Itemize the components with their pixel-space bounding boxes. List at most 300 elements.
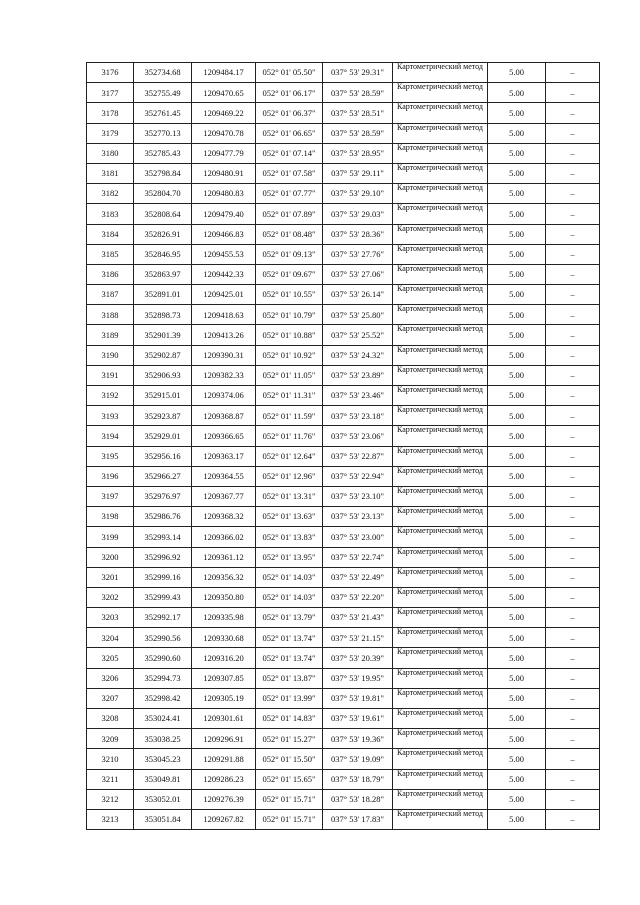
latitude-cell: 052° 01' 13.74": [256, 648, 323, 668]
method-cell: Картометрический метод: [393, 264, 488, 284]
accuracy-cell: 5.00: [488, 123, 546, 143]
y-coordinate-cell: 1209425.01: [192, 285, 256, 305]
point-number-cell: 3211: [87, 769, 134, 789]
y-coordinate-cell: 1209470.78: [192, 123, 256, 143]
longitude-cell: 037° 53' 22.74": [323, 547, 393, 567]
y-coordinate-cell: 1209366.02: [192, 527, 256, 547]
y-coordinate-cell: 1209356.32: [192, 567, 256, 587]
y-coordinate-cell: 1209455.53: [192, 244, 256, 264]
point-number-cell: 3209: [87, 729, 134, 749]
method-cell: Картометрический метод: [393, 527, 488, 547]
accuracy-cell: 5.00: [488, 345, 546, 365]
method-cell: Картометрический метод: [393, 446, 488, 466]
x-coordinate-cell: 352915.01: [134, 386, 192, 406]
table-row: [87, 527, 600, 547]
y-coordinate-cell: 1209470.65: [192, 83, 256, 103]
x-coordinate-cell: 352804.70: [134, 184, 192, 204]
accuracy-cell: 5.00: [488, 325, 546, 345]
longitude-cell: 037° 53' 19.09": [323, 749, 393, 769]
point-number-cell: 3188: [87, 305, 134, 325]
method-cell: Картометрический метод: [393, 224, 488, 244]
table-row: [87, 648, 600, 668]
table-row: [87, 345, 600, 365]
point-number-cell: 3201: [87, 567, 134, 587]
point-number-cell: 3194: [87, 426, 134, 446]
note-cell: –: [546, 63, 600, 83]
x-coordinate-cell: 352863.97: [134, 264, 192, 284]
table-row: [87, 688, 600, 708]
latitude-cell: 052° 01' 13.87": [256, 668, 323, 688]
latitude-cell: 052° 01' 10.88": [256, 325, 323, 345]
x-coordinate-cell: 352999.43: [134, 587, 192, 607]
method-cell: Картометрический метод: [393, 547, 488, 567]
table-row: [87, 446, 600, 466]
point-number-cell: 3202: [87, 587, 134, 607]
latitude-cell: 052° 01' 06.17": [256, 83, 323, 103]
longitude-cell: 037° 53' 21.15": [323, 628, 393, 648]
method-cell: Картометрический метод: [393, 204, 488, 224]
table-row: [87, 426, 600, 446]
y-coordinate-cell: 1209366.65: [192, 426, 256, 446]
point-number-cell: 3180: [87, 143, 134, 163]
accuracy-cell: 5.00: [488, 83, 546, 103]
latitude-cell: 052° 01' 07.14": [256, 143, 323, 163]
accuracy-cell: 5.00: [488, 809, 546, 829]
longitude-cell: 037° 53' 23.18": [323, 406, 393, 426]
method-cell: Картометрический метод: [393, 466, 488, 486]
longitude-cell: 037° 53' 22.49": [323, 567, 393, 587]
x-coordinate-cell: 353051.84: [134, 809, 192, 829]
longitude-cell: 037° 53' 26.14": [323, 285, 393, 305]
latitude-cell: 052° 01' 06.65": [256, 123, 323, 143]
accuracy-cell: 5.00: [488, 729, 546, 749]
x-coordinate-cell: 352898.73: [134, 305, 192, 325]
accuracy-cell: 5.00: [488, 224, 546, 244]
point-number-cell: 3190: [87, 345, 134, 365]
method-cell: Картометрический метод: [393, 587, 488, 607]
method-cell: Картометрический метод: [393, 163, 488, 183]
point-number-cell: 3184: [87, 224, 134, 244]
note-cell: –: [546, 608, 600, 628]
latitude-cell: 052° 01' 10.92": [256, 345, 323, 365]
y-coordinate-cell: 1209367.77: [192, 486, 256, 506]
note-cell: –: [546, 749, 600, 769]
table-row: [87, 628, 600, 648]
accuracy-cell: 5.00: [488, 587, 546, 607]
longitude-cell: 037° 53' 27.06": [323, 264, 393, 284]
table-row: [87, 769, 600, 789]
note-cell: –: [546, 547, 600, 567]
method-cell: Картометрический метод: [393, 386, 488, 406]
y-coordinate-cell: 1209466.83: [192, 224, 256, 244]
x-coordinate-cell: 353045.23: [134, 749, 192, 769]
x-coordinate-cell: 352956.16: [134, 446, 192, 466]
table-row: [87, 325, 600, 345]
method-cell: Картометрический метод: [393, 628, 488, 648]
x-coordinate-cell: 352992.17: [134, 608, 192, 628]
table-row: [87, 365, 600, 385]
table-row: [87, 608, 600, 628]
method-cell: Картометрический метод: [393, 244, 488, 264]
latitude-cell: 052° 01' 12.96": [256, 466, 323, 486]
latitude-cell: 052° 01' 06.37": [256, 103, 323, 123]
longitude-cell: 037° 53' 23.89": [323, 365, 393, 385]
accuracy-cell: 5.00: [488, 567, 546, 587]
accuracy-cell: 5.00: [488, 103, 546, 123]
y-coordinate-cell: 1209364.55: [192, 466, 256, 486]
note-cell: –: [546, 567, 600, 587]
note-cell: –: [546, 486, 600, 506]
table-row: [87, 567, 600, 587]
table-row: [87, 305, 600, 325]
note-cell: –: [546, 305, 600, 325]
method-cell: Картометрический метод: [393, 688, 488, 708]
longitude-cell: 037° 53' 23.13": [323, 507, 393, 527]
accuracy-cell: 5.00: [488, 244, 546, 264]
method-cell: Картометрический метод: [393, 285, 488, 305]
y-coordinate-cell: 1209267.82: [192, 809, 256, 829]
table-row: [87, 224, 600, 244]
y-coordinate-cell: 1209480.91: [192, 163, 256, 183]
x-coordinate-cell: 352826.91: [134, 224, 192, 244]
accuracy-cell: 5.00: [488, 749, 546, 769]
longitude-cell: 037° 53' 23.00": [323, 527, 393, 547]
table-row: [87, 507, 600, 527]
x-coordinate-cell: 353038.25: [134, 729, 192, 749]
y-coordinate-cell: 1209469.22: [192, 103, 256, 123]
accuracy-cell: 5.00: [488, 386, 546, 406]
point-number-cell: 3185: [87, 244, 134, 264]
longitude-cell: 037° 53' 25.80": [323, 305, 393, 325]
y-coordinate-cell: 1209484.17: [192, 63, 256, 83]
latitude-cell: 052° 01' 07.58": [256, 163, 323, 183]
method-cell: Картометрический метод: [393, 709, 488, 729]
latitude-cell: 052° 01' 05.50": [256, 63, 323, 83]
note-cell: –: [546, 224, 600, 244]
y-coordinate-cell: 1209368.87: [192, 406, 256, 426]
method-cell: Картометрический метод: [393, 729, 488, 749]
point-number-cell: 3183: [87, 204, 134, 224]
y-coordinate-cell: 1209390.31: [192, 345, 256, 365]
method-cell: Картометрический метод: [393, 486, 488, 506]
latitude-cell: 052° 01' 11.31": [256, 386, 323, 406]
note-cell: –: [546, 648, 600, 668]
point-number-cell: 3191: [87, 365, 134, 385]
latitude-cell: 052° 01' 13.95": [256, 547, 323, 567]
note-cell: –: [546, 809, 600, 829]
y-coordinate-cell: 1209305.19: [192, 688, 256, 708]
table-row: [87, 406, 600, 426]
longitude-cell: 037° 53' 18.79": [323, 769, 393, 789]
table-row: [87, 587, 600, 607]
longitude-cell: 037° 53' 19.81": [323, 688, 393, 708]
longitude-cell: 037° 53' 22.87": [323, 446, 393, 466]
note-cell: –: [546, 628, 600, 648]
y-coordinate-cell: 1209477.79: [192, 143, 256, 163]
accuracy-cell: 5.00: [488, 426, 546, 446]
point-number-cell: 3210: [87, 749, 134, 769]
accuracy-cell: 5.00: [488, 143, 546, 163]
method-cell: Картометрический метод: [393, 305, 488, 325]
accuracy-cell: 5.00: [488, 486, 546, 506]
longitude-cell: 037° 53' 18.28": [323, 789, 393, 809]
table-row: [87, 809, 600, 829]
x-coordinate-cell: 352785.43: [134, 143, 192, 163]
method-cell: Картометрический метод: [393, 83, 488, 103]
y-coordinate-cell: 1209479.40: [192, 204, 256, 224]
accuracy-cell: 5.00: [488, 264, 546, 284]
note-cell: –: [546, 204, 600, 224]
y-coordinate-cell: 1209480.83: [192, 184, 256, 204]
accuracy-cell: 5.00: [488, 628, 546, 648]
latitude-cell: 052° 01' 14.83": [256, 709, 323, 729]
x-coordinate-cell: 353052.01: [134, 789, 192, 809]
table-row: [87, 264, 600, 284]
method-cell: Картометрический метод: [393, 345, 488, 365]
note-cell: –: [546, 264, 600, 284]
table-row: [87, 789, 600, 809]
method-cell: Картометрический метод: [393, 769, 488, 789]
y-coordinate-cell: 1209382.33: [192, 365, 256, 385]
note-cell: –: [546, 244, 600, 264]
longitude-cell: 037° 53' 24.32": [323, 345, 393, 365]
longitude-cell: 037° 53' 17.83": [323, 809, 393, 829]
x-coordinate-cell: 352901.39: [134, 325, 192, 345]
table-row: [87, 749, 600, 769]
x-coordinate-cell: 352846.95: [134, 244, 192, 264]
point-number-cell: 3203: [87, 608, 134, 628]
y-coordinate-cell: 1209374.06: [192, 386, 256, 406]
accuracy-cell: 5.00: [488, 769, 546, 789]
x-coordinate-cell: 352734.68: [134, 63, 192, 83]
latitude-cell: 052° 01' 10.55": [256, 285, 323, 305]
latitude-cell: 052° 01' 10.79": [256, 305, 323, 325]
accuracy-cell: 5.00: [488, 688, 546, 708]
y-coordinate-cell: 1209368.32: [192, 507, 256, 527]
method-cell: Картометрический метод: [393, 325, 488, 345]
table-row: [87, 386, 600, 406]
table-row: [87, 184, 600, 204]
y-coordinate-cell: 1209418.63: [192, 305, 256, 325]
x-coordinate-cell: 352902.87: [134, 345, 192, 365]
longitude-cell: 037° 53' 29.03": [323, 204, 393, 224]
y-coordinate-cell: 1209330.68: [192, 628, 256, 648]
x-coordinate-cell: 352986.76: [134, 507, 192, 527]
point-number-cell: 3199: [87, 527, 134, 547]
x-coordinate-cell: 352976.97: [134, 486, 192, 506]
accuracy-cell: 5.00: [488, 527, 546, 547]
table-row: [87, 668, 600, 688]
latitude-cell: 052° 01' 13.83": [256, 527, 323, 547]
y-coordinate-cell: 1209350.80: [192, 587, 256, 607]
y-coordinate-cell: 1209301.61: [192, 709, 256, 729]
accuracy-cell: 5.00: [488, 406, 546, 426]
point-number-cell: 3181: [87, 163, 134, 183]
table-row: [87, 244, 600, 264]
method-cell: Картометрический метод: [393, 406, 488, 426]
x-coordinate-cell: 352808.64: [134, 204, 192, 224]
note-cell: –: [546, 386, 600, 406]
accuracy-cell: 5.00: [488, 648, 546, 668]
x-coordinate-cell: 352923.87: [134, 406, 192, 426]
longitude-cell: 037° 53' 28.59": [323, 83, 393, 103]
note-cell: –: [546, 426, 600, 446]
latitude-cell: 052° 01' 11.05": [256, 365, 323, 385]
method-cell: Картометрический метод: [393, 608, 488, 628]
point-number-cell: 3198: [87, 507, 134, 527]
y-coordinate-cell: 1209307.85: [192, 668, 256, 688]
x-coordinate-cell: 352990.60: [134, 648, 192, 668]
point-number-cell: 3195: [87, 446, 134, 466]
point-number-cell: 3204: [87, 628, 134, 648]
latitude-cell: 052° 01' 13.74": [256, 628, 323, 648]
point-number-cell: 3212: [87, 789, 134, 809]
x-coordinate-cell: 353049.81: [134, 769, 192, 789]
x-coordinate-cell: 352996.92: [134, 547, 192, 567]
y-coordinate-cell: 1209286.23: [192, 769, 256, 789]
point-number-cell: 3207: [87, 688, 134, 708]
latitude-cell: 052° 01' 15.50": [256, 749, 323, 769]
method-cell: Картометрический метод: [393, 426, 488, 446]
longitude-cell: 037° 53' 22.20": [323, 587, 393, 607]
note-cell: –: [546, 325, 600, 345]
accuracy-cell: 5.00: [488, 709, 546, 729]
accuracy-cell: 5.00: [488, 204, 546, 224]
x-coordinate-cell: 352761.45: [134, 103, 192, 123]
accuracy-cell: 5.00: [488, 184, 546, 204]
longitude-cell: 037° 53' 28.59": [323, 123, 393, 143]
coordinates-table: [86, 62, 600, 830]
longitude-cell: 037° 53' 29.10": [323, 184, 393, 204]
table-row: [87, 63, 600, 83]
method-cell: Картометрический метод: [393, 143, 488, 163]
point-number-cell: 3187: [87, 285, 134, 305]
x-coordinate-cell: 353024.41: [134, 709, 192, 729]
x-coordinate-cell: 352755.49: [134, 83, 192, 103]
note-cell: –: [546, 688, 600, 708]
note-cell: –: [546, 729, 600, 749]
latitude-cell: 052° 01' 15.71": [256, 789, 323, 809]
longitude-cell: 037° 53' 27.76": [323, 244, 393, 264]
y-coordinate-cell: 1209363.17: [192, 446, 256, 466]
accuracy-cell: 5.00: [488, 547, 546, 567]
accuracy-cell: 5.00: [488, 668, 546, 688]
latitude-cell: 052° 01' 15.65": [256, 769, 323, 789]
note-cell: –: [546, 709, 600, 729]
longitude-cell: 037° 53' 19.95": [323, 668, 393, 688]
longitude-cell: 037° 53' 21.43": [323, 608, 393, 628]
latitude-cell: 052° 01' 11.76": [256, 426, 323, 446]
latitude-cell: 052° 01' 13.63": [256, 507, 323, 527]
note-cell: –: [546, 466, 600, 486]
method-cell: Картометрический метод: [393, 749, 488, 769]
note-cell: –: [546, 769, 600, 789]
table-row: [87, 466, 600, 486]
note-cell: –: [546, 668, 600, 688]
point-number-cell: 3182: [87, 184, 134, 204]
latitude-cell: 052° 01' 13.99": [256, 688, 323, 708]
latitude-cell: 052° 01' 07.77": [256, 184, 323, 204]
latitude-cell: 052° 01' 12.64": [256, 446, 323, 466]
y-coordinate-cell: 1209296.91: [192, 729, 256, 749]
table-row: [87, 123, 600, 143]
note-cell: –: [546, 365, 600, 385]
table-row: [87, 547, 600, 567]
table-row: [87, 285, 600, 305]
latitude-cell: 052° 01' 15.27": [256, 729, 323, 749]
note-cell: –: [546, 103, 600, 123]
point-number-cell: 3178: [87, 103, 134, 123]
point-number-cell: 3205: [87, 648, 134, 668]
x-coordinate-cell: 352966.27: [134, 466, 192, 486]
latitude-cell: 052° 01' 11.59": [256, 406, 323, 426]
x-coordinate-cell: 352998.42: [134, 688, 192, 708]
accuracy-cell: 5.00: [488, 285, 546, 305]
longitude-cell: 037° 53' 23.06": [323, 426, 393, 446]
table-row: [87, 204, 600, 224]
x-coordinate-cell: 352990.56: [134, 628, 192, 648]
accuracy-cell: 5.00: [488, 163, 546, 183]
note-cell: –: [546, 446, 600, 466]
accuracy-cell: 5.00: [488, 466, 546, 486]
accuracy-cell: 5.00: [488, 608, 546, 628]
table-row: [87, 729, 600, 749]
longitude-cell: 037° 53' 29.31": [323, 63, 393, 83]
note-cell: –: [546, 83, 600, 103]
point-number-cell: 3189: [87, 325, 134, 345]
note-cell: –: [546, 345, 600, 365]
x-coordinate-cell: 352798.84: [134, 163, 192, 183]
accuracy-cell: 5.00: [488, 446, 546, 466]
latitude-cell: 052° 01' 13.31": [256, 486, 323, 506]
y-coordinate-cell: 1209442.33: [192, 264, 256, 284]
point-number-cell: 3177: [87, 83, 134, 103]
note-cell: –: [546, 285, 600, 305]
point-number-cell: 3208: [87, 709, 134, 729]
latitude-cell: 052° 01' 08.48": [256, 224, 323, 244]
point-number-cell: 3206: [87, 668, 134, 688]
x-coordinate-cell: 352891.01: [134, 285, 192, 305]
method-cell: Картометрический метод: [393, 63, 488, 83]
longitude-cell: 037° 53' 25.52": [323, 325, 393, 345]
longitude-cell: 037° 53' 28.51": [323, 103, 393, 123]
accuracy-cell: 5.00: [488, 63, 546, 83]
longitude-cell: 037° 53' 19.36": [323, 729, 393, 749]
note-cell: –: [546, 789, 600, 809]
longitude-cell: 037° 53' 28.36": [323, 224, 393, 244]
coordinates-table-body: [87, 63, 600, 830]
accuracy-cell: 5.00: [488, 365, 546, 385]
note-cell: –: [546, 143, 600, 163]
y-coordinate-cell: 1209316.20: [192, 648, 256, 668]
method-cell: Картометрический метод: [393, 668, 488, 688]
y-coordinate-cell: 1209335.98: [192, 608, 256, 628]
latitude-cell: 052° 01' 07.89": [256, 204, 323, 224]
point-number-cell: 3186: [87, 264, 134, 284]
point-number-cell: 3179: [87, 123, 134, 143]
note-cell: –: [546, 123, 600, 143]
method-cell: Картометрический метод: [393, 648, 488, 668]
note-cell: –: [546, 163, 600, 183]
latitude-cell: 052° 01' 15.71": [256, 809, 323, 829]
table-row: [87, 486, 600, 506]
x-coordinate-cell: 352906.93: [134, 365, 192, 385]
y-coordinate-cell: 1209413.26: [192, 325, 256, 345]
point-number-cell: 3192: [87, 386, 134, 406]
latitude-cell: 052° 01' 09.13": [256, 244, 323, 264]
longitude-cell: 037° 53' 23.46": [323, 386, 393, 406]
note-cell: –: [546, 587, 600, 607]
